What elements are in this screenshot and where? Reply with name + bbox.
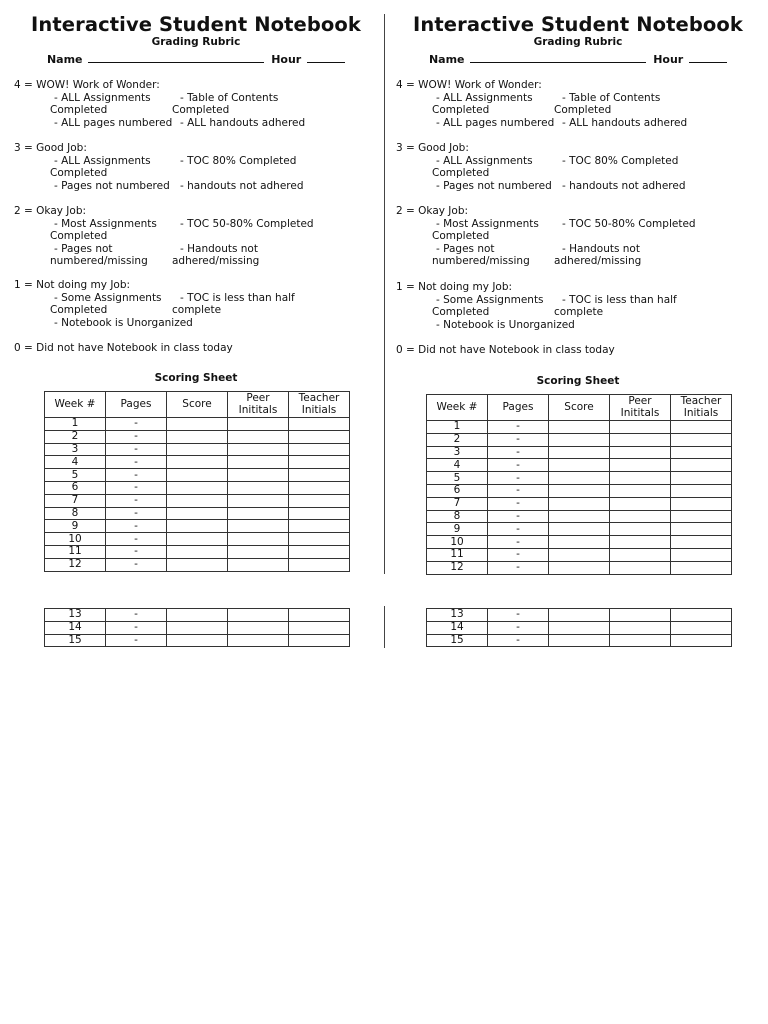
peer-initials-cell[interactable] bbox=[228, 430, 289, 443]
rubric-criteria-row bbox=[14, 155, 304, 180]
rubric-criterion bbox=[176, 317, 180, 330]
teacher-initials-cell[interactable] bbox=[671, 446, 732, 459]
score-cell[interactable] bbox=[549, 421, 610, 434]
rubric-level bbox=[396, 142, 686, 192]
rubric-criterion: - TOC 50-80% Completed bbox=[562, 217, 696, 230]
pages-cell: - bbox=[488, 459, 549, 472]
score-cell[interactable] bbox=[549, 497, 610, 510]
header-score: Score bbox=[167, 392, 228, 418]
teacher-initials-cell[interactable] bbox=[289, 418, 350, 431]
peer-initials-cell[interactable] bbox=[610, 634, 671, 647]
pages-cell: - bbox=[488, 561, 549, 574]
center-divider-bottom bbox=[384, 606, 385, 648]
rubric-criterion: - handouts not adhered bbox=[180, 179, 304, 192]
rubric-criterion: - Pages not numbered/missing bbox=[432, 242, 530, 267]
peer-initials-cell[interactable] bbox=[228, 520, 289, 533]
score-cell[interactable] bbox=[167, 469, 228, 482]
pages-cell: - bbox=[106, 456, 167, 469]
rubric-level bbox=[14, 205, 314, 268]
pages-cell: - bbox=[488, 472, 549, 485]
score-cell[interactable] bbox=[549, 472, 610, 485]
scoring-sheet-title: Scoring Sheet bbox=[536, 375, 620, 387]
teacher-initials-cell[interactable] bbox=[671, 523, 732, 536]
teacher-initials-cell[interactable] bbox=[289, 533, 350, 546]
week-cell: 7 bbox=[427, 497, 488, 510]
teacher-initials-cell[interactable] bbox=[671, 459, 732, 472]
table-row bbox=[427, 561, 732, 574]
teacher-initials-cell[interactable] bbox=[289, 430, 350, 443]
rubric-criterion: - ALL pages numbered bbox=[54, 116, 173, 129]
score-cell[interactable] bbox=[549, 561, 610, 574]
peer-initials-cell[interactable] bbox=[610, 472, 671, 485]
rubric-criterion: - Notebook is Unorganized bbox=[54, 316, 193, 329]
teacher-initials-cell[interactable] bbox=[671, 433, 732, 446]
week-cell: 2 bbox=[427, 433, 488, 446]
table-row bbox=[427, 523, 732, 536]
pages-cell: - bbox=[488, 548, 549, 561]
peer-initials-cell[interactable] bbox=[228, 507, 289, 520]
teacher-initials-cell[interactable] bbox=[671, 484, 732, 497]
score-cell[interactable] bbox=[167, 621, 228, 634]
score-cell[interactable] bbox=[549, 548, 610, 561]
rubric-criteria-row bbox=[14, 180, 304, 193]
rubric-criteria-row bbox=[14, 117, 305, 130]
week-cell: 5 bbox=[45, 469, 106, 482]
rubric-criterion: - TOC is less than half complete bbox=[172, 291, 295, 316]
week-cell: 4 bbox=[427, 459, 488, 472]
rubric-level-heading: 1 = Not doing my Job: bbox=[396, 281, 513, 293]
rubric-criteria-row bbox=[396, 92, 687, 117]
teacher-initials-cell[interactable] bbox=[289, 507, 350, 520]
pages-cell: - bbox=[106, 533, 167, 546]
peer-initials-cell[interactable] bbox=[610, 459, 671, 472]
week-cell: 12 bbox=[427, 561, 488, 574]
week-cell: 12 bbox=[45, 558, 106, 571]
table-row bbox=[427, 446, 732, 459]
week-cell: 10 bbox=[427, 536, 488, 549]
hour-blank[interactable] bbox=[689, 53, 727, 63]
rubric-level bbox=[396, 205, 696, 268]
rubric-panel-left bbox=[8, 0, 378, 660]
table-row bbox=[45, 494, 350, 507]
hour-label: Hour bbox=[271, 53, 302, 66]
teacher-initials-cell[interactable] bbox=[289, 469, 350, 482]
peer-initials-cell[interactable] bbox=[610, 433, 671, 446]
score-cell[interactable] bbox=[549, 536, 610, 549]
teacher-initials-cell[interactable] bbox=[671, 421, 732, 434]
rubric-criteria-row bbox=[396, 319, 677, 332]
rubric-criteria-row bbox=[396, 243, 696, 268]
rubric-criterion: - Pages not numbered bbox=[54, 179, 170, 192]
header-teacher-initials: Teacher Initials bbox=[289, 392, 350, 418]
table-row bbox=[45, 456, 350, 469]
week-cell: 13 bbox=[427, 609, 488, 622]
table-row bbox=[427, 433, 732, 446]
table-row bbox=[45, 609, 350, 622]
rubric-criteria-row bbox=[14, 92, 305, 117]
pages-cell: - bbox=[488, 510, 549, 523]
week-cell: 9 bbox=[427, 523, 488, 536]
table-row bbox=[427, 548, 732, 561]
week-cell: 11 bbox=[427, 548, 488, 561]
rubric-criteria-row bbox=[396, 117, 687, 130]
peer-initials-cell[interactable] bbox=[228, 443, 289, 456]
hour-label: Hour bbox=[653, 53, 684, 66]
pages-cell: - bbox=[106, 494, 167, 507]
rubric-criterion: - Notebook is Unorganized bbox=[436, 318, 575, 331]
teacher-initials-cell[interactable] bbox=[289, 621, 350, 634]
rubric-level-heading: 3 = Good Job: bbox=[396, 142, 469, 154]
teacher-initials-cell[interactable] bbox=[671, 621, 732, 634]
rubric-level bbox=[396, 344, 615, 357]
scoring-table-extra bbox=[426, 608, 732, 647]
table-row bbox=[427, 421, 732, 434]
table-header-row bbox=[45, 392, 350, 418]
rubric-level-heading: 3 = Good Job: bbox=[14, 142, 87, 154]
rubric-criterion: - Handouts not adhered/missing bbox=[172, 242, 260, 267]
table-row bbox=[427, 497, 732, 510]
rubric-criterion: - Table of Contents Completed bbox=[172, 91, 279, 116]
rubric-level-heading: 0 = Did not have Notebook in class today bbox=[14, 342, 233, 354]
table-row bbox=[45, 430, 350, 443]
score-cell[interactable] bbox=[167, 481, 228, 494]
rubric-level bbox=[396, 281, 677, 331]
pages-cell: - bbox=[488, 446, 549, 459]
peer-initials-cell[interactable] bbox=[228, 609, 289, 622]
peer-initials-cell[interactable] bbox=[610, 609, 671, 622]
rubric-level bbox=[396, 79, 687, 129]
week-cell: 11 bbox=[45, 545, 106, 558]
score-cell[interactable] bbox=[167, 558, 228, 571]
rubric-criterion: - TOC is less than half complete bbox=[554, 293, 677, 318]
rubric-criteria-row bbox=[396, 155, 686, 180]
week-cell: 13 bbox=[45, 609, 106, 622]
header-teacher-initials: Teacher Initials bbox=[671, 395, 732, 421]
rubric-criterion: - Most Assignments Completed bbox=[432, 217, 539, 242]
teacher-initials-cell[interactable] bbox=[289, 520, 350, 533]
rubric-criterion: - Pages not numbered bbox=[436, 179, 552, 192]
pages-cell: - bbox=[106, 609, 167, 622]
score-cell[interactable] bbox=[549, 459, 610, 472]
pages-cell: - bbox=[488, 484, 549, 497]
header-peer-initials: Peer Inititals bbox=[228, 392, 289, 418]
peer-initials-cell[interactable] bbox=[228, 558, 289, 571]
table-row bbox=[427, 609, 732, 622]
pages-cell: - bbox=[488, 634, 549, 647]
peer-initials-cell[interactable] bbox=[610, 523, 671, 536]
rubric-criterion: - Most Assignments Completed bbox=[50, 217, 157, 242]
center-divider-top bbox=[384, 14, 385, 574]
rubric-level bbox=[14, 79, 305, 129]
peer-initials-cell[interactable] bbox=[228, 545, 289, 558]
table-row bbox=[45, 558, 350, 571]
table-row bbox=[427, 484, 732, 497]
rubric-criterion: - handouts not adhered bbox=[562, 179, 686, 192]
rubric-criteria-row bbox=[396, 294, 677, 319]
week-cell: 1 bbox=[45, 418, 106, 431]
name-label: Name bbox=[428, 53, 465, 66]
scoring-sheet-title: Scoring Sheet bbox=[154, 372, 238, 384]
rubric-criterion: - Handouts not adhered/missing bbox=[554, 242, 642, 267]
table-row bbox=[45, 469, 350, 482]
scoring-table-extra bbox=[44, 608, 350, 647]
score-cell[interactable] bbox=[549, 523, 610, 536]
table-row bbox=[427, 634, 732, 647]
score-cell[interactable] bbox=[167, 456, 228, 469]
week-cell: 3 bbox=[45, 443, 106, 456]
week-cell: 7 bbox=[45, 494, 106, 507]
rubric-level-heading: 2 = Okay Job: bbox=[14, 205, 87, 217]
header-pages: Pages bbox=[106, 392, 167, 418]
pages-cell: - bbox=[106, 545, 167, 558]
teacher-initials-cell[interactable] bbox=[289, 634, 350, 647]
score-cell[interactable] bbox=[167, 418, 228, 431]
teacher-initials-cell[interactable] bbox=[671, 609, 732, 622]
rubric-criterion: - Pages not numbered/missing bbox=[50, 242, 148, 267]
pages-cell: - bbox=[106, 481, 167, 494]
score-cell[interactable] bbox=[167, 609, 228, 622]
score-cell[interactable] bbox=[549, 609, 610, 622]
rubric-criteria-row bbox=[14, 218, 314, 243]
peer-initials-cell[interactable] bbox=[228, 481, 289, 494]
table-row bbox=[45, 533, 350, 546]
name-label: Name bbox=[46, 53, 83, 66]
teacher-initials-cell[interactable] bbox=[671, 472, 732, 485]
teacher-initials-cell[interactable] bbox=[289, 456, 350, 469]
rubric-criterion: - Some Assignments Completed bbox=[50, 291, 162, 316]
week-cell: 2 bbox=[45, 430, 106, 443]
table-row bbox=[45, 634, 350, 647]
rubric-criterion: - ALL handouts adhered bbox=[562, 116, 688, 129]
week-cell: 3 bbox=[427, 446, 488, 459]
hour-blank[interactable] bbox=[307, 53, 345, 63]
week-cell: 9 bbox=[45, 520, 106, 533]
teacher-initials-cell[interactable] bbox=[671, 536, 732, 549]
rubric-level-heading: 1 = Not doing my Job: bbox=[14, 279, 131, 291]
pages-cell: - bbox=[488, 621, 549, 634]
peer-initials-cell[interactable] bbox=[228, 494, 289, 507]
teacher-initials-cell[interactable] bbox=[671, 561, 732, 574]
peer-initials-cell[interactable] bbox=[228, 469, 289, 482]
teacher-initials-cell[interactable] bbox=[289, 443, 350, 456]
teacher-initials-cell[interactable] bbox=[671, 634, 732, 647]
score-cell[interactable] bbox=[167, 545, 228, 558]
page-title: Interactive Student Notebook bbox=[31, 13, 361, 36]
rubric-criteria-row bbox=[14, 317, 295, 330]
rubric-level bbox=[14, 342, 233, 355]
week-cell: 8 bbox=[427, 510, 488, 523]
pages-cell: - bbox=[488, 609, 549, 622]
pages-cell: - bbox=[488, 433, 549, 446]
week-cell: 6 bbox=[45, 481, 106, 494]
table-row bbox=[45, 443, 350, 456]
table-row bbox=[427, 510, 732, 523]
rubric-criterion bbox=[558, 319, 562, 332]
score-cell[interactable] bbox=[549, 621, 610, 634]
rubric-criteria-row bbox=[396, 218, 696, 243]
score-cell[interactable] bbox=[167, 507, 228, 520]
page-subtitle: Grading Rubric bbox=[151, 36, 241, 48]
header-week: Week # bbox=[45, 392, 106, 418]
peer-initials-cell[interactable] bbox=[610, 561, 671, 574]
score-cell[interactable] bbox=[167, 520, 228, 533]
score-cell[interactable] bbox=[167, 533, 228, 546]
week-cell: 5 bbox=[427, 472, 488, 485]
table-row bbox=[45, 545, 350, 558]
table-row bbox=[45, 481, 350, 494]
rubric-criterion: - Table of Contents Completed bbox=[554, 91, 661, 116]
table-row bbox=[45, 418, 350, 431]
pages-cell: - bbox=[106, 430, 167, 443]
rubric-criterion: - ALL Assignments Completed bbox=[50, 154, 151, 179]
week-cell: 6 bbox=[427, 484, 488, 497]
table-row bbox=[45, 507, 350, 520]
rubric-level-heading: 4 = WOW! Work of Wonder: bbox=[396, 79, 542, 91]
peer-initials-cell[interactable] bbox=[228, 634, 289, 647]
teacher-initials-cell[interactable] bbox=[289, 494, 350, 507]
rubric-level-heading: 4 = WOW! Work of Wonder: bbox=[14, 79, 160, 91]
header-pages: Pages bbox=[488, 395, 549, 421]
pages-cell: - bbox=[106, 621, 167, 634]
name-blank[interactable] bbox=[470, 53, 646, 63]
scoring-table bbox=[426, 394, 732, 575]
peer-initials-cell[interactable] bbox=[228, 456, 289, 469]
table-row bbox=[427, 621, 732, 634]
pages-cell: - bbox=[106, 520, 167, 533]
score-cell[interactable] bbox=[549, 446, 610, 459]
week-cell: 15 bbox=[45, 634, 106, 647]
score-cell[interactable] bbox=[167, 634, 228, 647]
peer-initials-cell[interactable] bbox=[228, 533, 289, 546]
score-cell[interactable] bbox=[167, 430, 228, 443]
header-score: Score bbox=[549, 395, 610, 421]
rubric-level-heading: 0 = Did not have Notebook in class today bbox=[396, 344, 615, 356]
page-title: Interactive Student Notebook bbox=[413, 13, 743, 36]
rubric-level-heading: 2 = Okay Job: bbox=[396, 205, 469, 217]
teacher-initials-cell[interactable] bbox=[671, 497, 732, 510]
week-cell: 8 bbox=[45, 507, 106, 520]
rubric-criteria-row bbox=[396, 180, 686, 193]
pages-cell: - bbox=[106, 469, 167, 482]
peer-initials-cell[interactable] bbox=[610, 621, 671, 634]
week-cell: 10 bbox=[45, 533, 106, 546]
table-header-row bbox=[427, 395, 732, 421]
rubric-criterion: - TOC 50-80% Completed bbox=[180, 217, 314, 230]
rubric-criterion: - ALL pages numbered bbox=[436, 116, 555, 129]
score-cell[interactable] bbox=[549, 634, 610, 647]
peer-initials-cell[interactable] bbox=[228, 621, 289, 634]
rubric-criterion: - TOC 80% Completed bbox=[180, 154, 297, 167]
week-cell: 4 bbox=[45, 456, 106, 469]
pages-cell: - bbox=[488, 497, 549, 510]
pages-cell: - bbox=[106, 443, 167, 456]
rubric-criteria-row bbox=[14, 243, 314, 268]
peer-initials-cell[interactable] bbox=[610, 421, 671, 434]
table-row bbox=[427, 459, 732, 472]
rubric-criterion: - Some Assignments Completed bbox=[432, 293, 544, 318]
teacher-initials-cell[interactable] bbox=[289, 481, 350, 494]
pages-cell: - bbox=[106, 507, 167, 520]
rubric-criterion: - ALL Assignments Completed bbox=[432, 154, 533, 179]
teacher-initials-cell[interactable] bbox=[289, 609, 350, 622]
pages-cell: - bbox=[106, 418, 167, 431]
score-cell[interactable] bbox=[167, 494, 228, 507]
rubric-criterion: - TOC 80% Completed bbox=[562, 154, 679, 167]
score-cell[interactable] bbox=[549, 510, 610, 523]
pages-cell: - bbox=[106, 558, 167, 571]
rubric-criteria-row bbox=[14, 292, 295, 317]
rubric-level bbox=[14, 142, 304, 192]
score-cell[interactable] bbox=[167, 443, 228, 456]
page-subtitle: Grading Rubric bbox=[533, 36, 623, 48]
peer-initials-cell[interactable] bbox=[610, 548, 671, 561]
header-peer-initials: Peer Inititals bbox=[610, 395, 671, 421]
table-row bbox=[427, 536, 732, 549]
table-row bbox=[45, 520, 350, 533]
score-cell[interactable] bbox=[549, 484, 610, 497]
teacher-initials-cell[interactable] bbox=[289, 545, 350, 558]
peer-initials-cell[interactable] bbox=[610, 497, 671, 510]
rubric-criterion: - ALL Assignments Completed bbox=[50, 91, 151, 116]
pages-cell: - bbox=[488, 421, 549, 434]
peer-initials-cell[interactable] bbox=[228, 418, 289, 431]
peer-initials-cell[interactable] bbox=[610, 510, 671, 523]
pages-cell: - bbox=[488, 536, 549, 549]
rubric-criterion: - ALL handouts adhered bbox=[180, 116, 306, 129]
rubric-panel-right bbox=[390, 0, 760, 660]
scoring-table bbox=[44, 391, 350, 572]
table-row bbox=[45, 621, 350, 634]
table-row bbox=[427, 472, 732, 485]
rubric-criterion: - ALL Assignments Completed bbox=[432, 91, 533, 116]
teacher-initials-cell[interactable] bbox=[671, 548, 732, 561]
name-hour-line bbox=[390, 53, 766, 67]
teacher-initials-cell[interactable] bbox=[671, 510, 732, 523]
name-blank[interactable] bbox=[88, 53, 264, 63]
pages-cell: - bbox=[106, 634, 167, 647]
name-hour-line bbox=[8, 53, 384, 67]
header-week: Week # bbox=[427, 395, 488, 421]
teacher-initials-cell[interactable] bbox=[289, 558, 350, 571]
peer-initials-cell[interactable] bbox=[610, 536, 671, 549]
week-cell: 14 bbox=[45, 621, 106, 634]
peer-initials-cell[interactable] bbox=[610, 446, 671, 459]
score-cell[interactable] bbox=[549, 433, 610, 446]
rubric-level bbox=[14, 279, 295, 329]
week-cell: 14 bbox=[427, 621, 488, 634]
week-cell: 15 bbox=[427, 634, 488, 647]
week-cell: 1 bbox=[427, 421, 488, 434]
pages-cell: - bbox=[488, 523, 549, 536]
peer-initials-cell[interactable] bbox=[610, 484, 671, 497]
